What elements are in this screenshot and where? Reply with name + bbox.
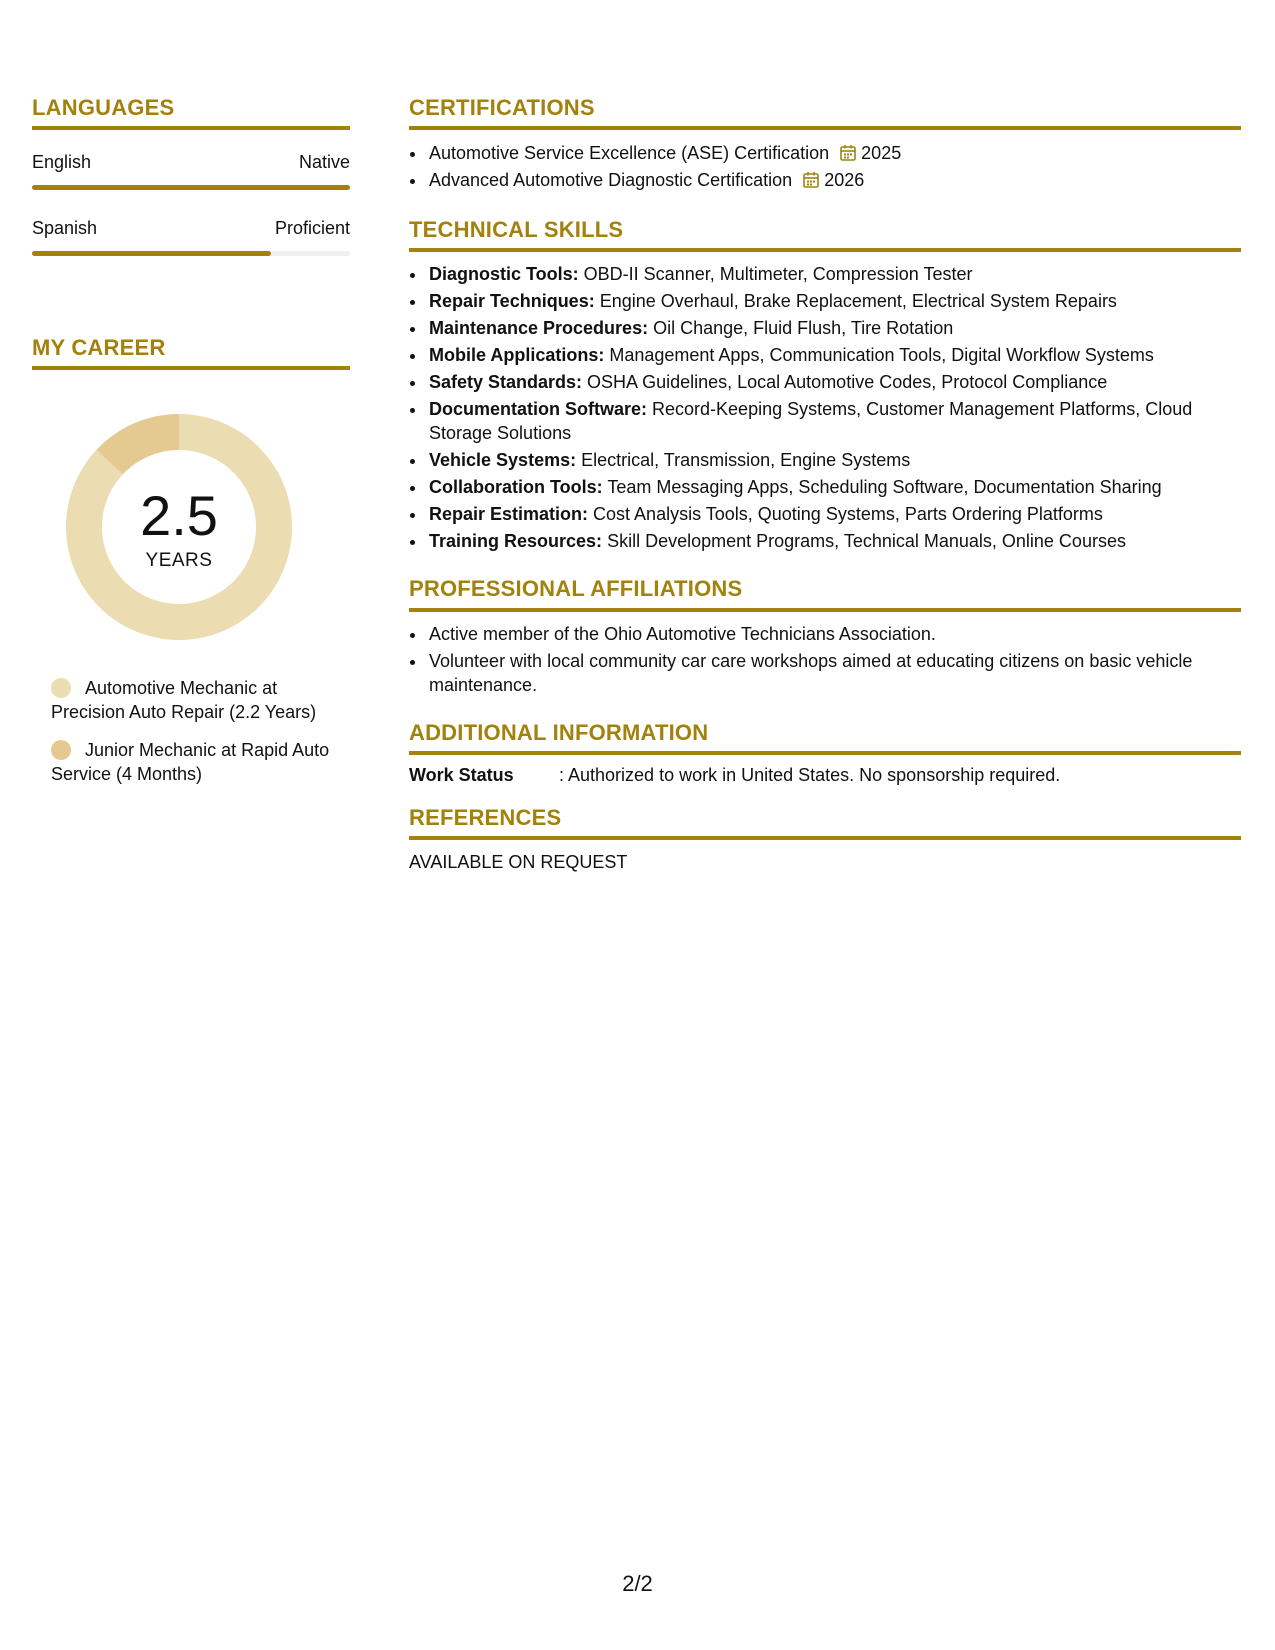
- skill-item: [427, 529, 1241, 553]
- skill-item: [427, 502, 1241, 526]
- certification-year: 2025: [861, 143, 902, 164]
- page-number: 2/2: [622, 1571, 653, 1596]
- skill-text: Engine Overhaul, Brake Replacement, Electrical System Repairs: [594, 291, 1117, 312]
- references-heading: REFERENCES: [409, 806, 1241, 840]
- certifications-section: [409, 96, 1241, 194]
- work-status-label: Work Status: [409, 764, 514, 785]
- skill-label: Training Resources:: [429, 531, 603, 552]
- skill-label: Diagnostic Tools:: [429, 264, 579, 285]
- skill-item: [427, 343, 1241, 367]
- skill-text: OSHA Guidelines, Local Automotive Codes, Protocol Compliance: [582, 372, 1108, 393]
- languages-section: [32, 96, 350, 256]
- career-legend: [51, 676, 351, 786]
- language-bar-fill: [32, 185, 350, 190]
- language-level: Proficient: [274, 218, 350, 239]
- sidebar: [32, 96, 350, 800]
- skill-label: Vehicle Systems:: [429, 450, 577, 471]
- language-level: Native: [298, 152, 350, 173]
- skill-text: Skill Development Programs, Technical Manuals, Online Courses: [602, 531, 1126, 552]
- affiliations-heading: PROFESSIONAL AFFILIATIONS: [409, 577, 1241, 611]
- affiliations-section: [409, 577, 1241, 696]
- calendar-icon: [839, 144, 857, 162]
- legend-dot: [51, 740, 71, 760]
- career-donut-chart: [66, 414, 292, 640]
- skill-label: Repair Estimation:: [429, 504, 589, 525]
- skill-text: Team Messaging Apps, Scheduling Software, Documentation Sharing: [602, 477, 1162, 498]
- certification-year: 2026: [824, 170, 865, 191]
- skill-label: Safety Standards:: [429, 372, 583, 393]
- main-column: [409, 96, 1241, 897]
- technical-skills-section: [409, 218, 1241, 553]
- skill-item: [427, 262, 1241, 286]
- legend-label: Automotive Mechanic at Precision Auto Repair (2.2 Years): [51, 678, 317, 723]
- skill-text: Cost Analysis Tools, Quoting Systems, Parts Ordering Platforms: [588, 504, 1103, 525]
- skill-text: Management Apps, Communication Tools, Digital Workflow Systems: [604, 345, 1154, 366]
- language-bar: [32, 251, 350, 256]
- affiliation-item: • Active member of the Ohio Automotive Technicians Association.: [427, 622, 1241, 646]
- skill-text: Record-Keeping Systems, Customer Management Platforms, Cloud Storage Solutions: [429, 399, 1193, 444]
- calendar-icon: [802, 171, 820, 189]
- career-legend-item: [51, 676, 351, 724]
- references-section: [409, 806, 1241, 873]
- career-total-value: 2.5: [140, 484, 218, 548]
- language-bar-fill: [32, 251, 271, 256]
- skill-label: Mobile Applications:: [429, 345, 605, 366]
- technical-skills-list: [409, 262, 1241, 553]
- certification-name: Automotive Service Excellence (ASE) Certification: [429, 143, 830, 164]
- skill-item: [427, 448, 1241, 472]
- technical-skills-heading: TECHNICAL SKILLS: [409, 218, 1241, 252]
- language-name: English: [32, 152, 92, 173]
- skill-label: Repair Techniques:: [429, 291, 595, 312]
- legend-label: Junior Mechanic at Rapid Auto Service (4 Months): [51, 740, 330, 785]
- skill-text: OBD-II Scanner, Multimeter, Compression Tester: [578, 264, 973, 285]
- career-total-unit: YEARS: [145, 550, 213, 572]
- skill-text: Oil Change, Fluid Flush, Tire Rotation: [648, 318, 954, 339]
- skill-text: Electrical, Transmission, Engine Systems: [576, 450, 911, 471]
- skill-item: [427, 316, 1241, 340]
- skill-item: [427, 370, 1241, 394]
- language-item: [32, 218, 350, 256]
- language-name: Spanish: [32, 218, 98, 239]
- certification-item: [427, 167, 1241, 194]
- skill-item: [427, 475, 1241, 499]
- skill-item: [427, 289, 1241, 313]
- certification-item: [427, 140, 1241, 167]
- language-item: [32, 152, 350, 190]
- affiliations-list: [409, 622, 1241, 697]
- legend-dot: [51, 678, 71, 698]
- additional-info-section: [409, 721, 1241, 786]
- language-bar: [32, 185, 350, 190]
- certifications-list: [409, 140, 1241, 194]
- skill-label: Collaboration Tools:: [429, 477, 603, 498]
- certifications-heading: CERTIFICATIONS: [409, 96, 1241, 130]
- career-legend-item: [51, 738, 351, 786]
- skill-label: Maintenance Procedures:: [429, 318, 649, 339]
- certification-name: Advanced Automotive Diagnostic Certification: [429, 170, 793, 191]
- work-status-value: : Authorized to work in United States. No sponsorship required.: [559, 764, 1061, 785]
- additional-info-heading: ADDITIONAL INFORMATION: [409, 721, 1241, 755]
- skill-label: Documentation Software:: [429, 399, 648, 420]
- skill-item: [427, 397, 1241, 445]
- affiliation-item: • Volunteer with local community car care workshops aimed at educating citizens on basic vehicle maintenance.: [427, 649, 1241, 697]
- work-status-row: [409, 765, 1241, 786]
- languages-heading: LANGUAGES: [32, 96, 350, 130]
- references-text: AVAILABLE ON REQUEST: [409, 851, 628, 872]
- career-heading: MY CAREER: [32, 336, 350, 370]
